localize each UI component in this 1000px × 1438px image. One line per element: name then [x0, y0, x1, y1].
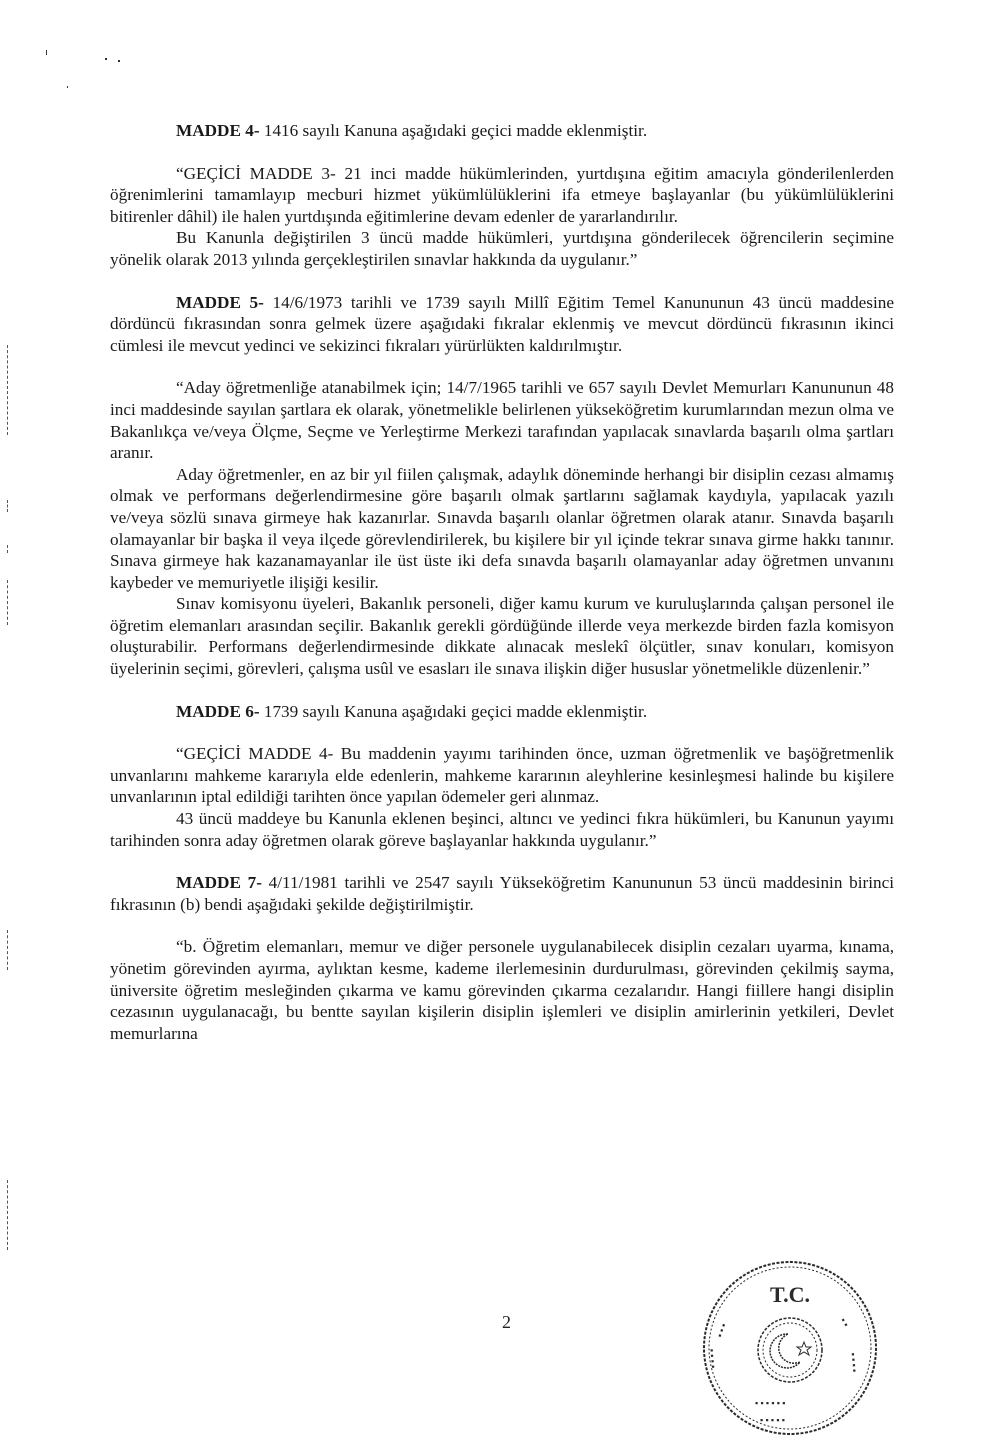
scan-speck — [105, 58, 107, 60]
article-madde-7 — [110, 872, 894, 915]
paragraph-gecici-madde-3: “GEÇİCİ MADDE 3- 21 inci madde hükümlerinden, yurtdışına eğitim amacıyla gönderilenlerden öğrenimlerini tamamlayıp mecburi hizmet yükümlülüklerini ifa etmeye başlayanlar (bu yükümlülüklerini bitirenler dâhil) ile halen yurtdışında eğitimlerine devam edenler de yararlandırılır. — [110, 163, 894, 226]
article-madde-5 — [110, 292, 894, 357]
scan-speck — [46, 50, 47, 55]
paragraph-sinav-komisyonu: Sınav komisyonu üyeleri, Bakanlık personeli, diğer kamu kurum ve kuruluşlarında çalışan personel ile öğretim elemanları arasından seçilir. Bakanlık gerekli gördüğünde illerde veya merkezde birden fazla komisyon oluşturabilir. Performans değerlendirmesinde dikkate alınacak meslekî ölçütler, sınav konuları, komisyon üyelerinin seçimi, görevleri, çalışma usûl ve esasları ile sınava ilişkin diğer hususlar yönetmelikle düzenlenir.” — [110, 594, 894, 679]
document-body — [110, 120, 894, 1044]
margin-scan-line — [7, 580, 9, 625]
margin-scan-line — [7, 500, 9, 512]
paragraph-gecici-madde-4: “GEÇİCİ MADDE 4- Bu maddenin yayımı tarihinden önce, uzman öğretmenlik ve başöğretmenlik unvanlarını mahkeme kararıyla elde edenlerin, mahkeme kararının aleyhlerine kesinleşmesi halinde bu kişilere unvanlarının iptal edildiği tarihten önce yapılan ödemeler geri alınmaz. — [110, 744, 894, 807]
paragraph-gecici-madde-3-cont: Bu Kanunla değiştirilen 3 üncü madde hükümleri, yurtdışına gönderilecek öğrencilerin seçimine yönelik olarak 2013 yılında gerçekleştirilen sınavlar hakkında da uygulanır.” — [110, 228, 894, 269]
svg-text:▪ ▪ ▪ ▪: ▪ ▪ ▪ ▪ — [848, 1352, 860, 1373]
article-text: 1739 sayılı Kanuna aşağıdaki geçici madde eklenmiştir. — [259, 701, 648, 721]
svg-text:▪ ▪ ▪ ▪: ▪ ▪ ▪ ▪ — [706, 1348, 718, 1369]
paragraph-bent-b: “b. Öğretim elemanları, memur ve diğer personele uygulanabilecek disiplin cezaları uyarma, kınama, yönetim görevinden ayırma, aylıktan kesme, kademe ilerlemesinin durdurulması, görevinden çekilmiş sayma, üniversite öğretim mesleğinden çıkarma ve kamu görevinden çıkarma cezalarıdır. Hangi fiillere hangi disiplin cezasının uygulanacağı, bu bentte sayılan kişilerin disiplin işlemleri ve disiplin amirlerinin yetkileri, Devlet memurlarına — [110, 937, 894, 1043]
article-text: 1416 sayılı Kanuna aşağıdaki geçici madde eklenmiştir. — [259, 121, 648, 140]
crescent-star-icon — [770, 1334, 811, 1368]
official-seal — [700, 1258, 880, 1438]
paragraph-aday-ogretmenlik: “Aday öğretmenliğe atanabilmek için; 14/7/1965 tarihli ve 657 sayılı Devlet Memurları Kanununun 48 inci maddesinde sayılan şartlara ek olarak, yönetmelikle belirlenen yükseköğretim kurumlarından mezun olma ve Bakanlıkça ve/veya Ölçme, Seçme ve Yerleştirme Merkezi tarafından yapılacak sınavlarda başarılı olma şartları aranır. — [110, 378, 894, 463]
margin-scan-line — [7, 545, 9, 553]
article-heading: MADDE 5- — [176, 292, 264, 312]
article-madde-6 — [110, 701, 894, 723]
article-madde-4 — [110, 120, 894, 142]
page-number: 2 — [502, 1312, 511, 1332]
article-heading: MADDE 7- — [176, 873, 262, 893]
seal-ring-lettering — [706, 1316, 859, 1425]
paragraph-aday-ogretmenler: Aday öğretmenler, en az bir yıl fiilen çalışmak, adaylık döneminde herhangi bir disiplin cezası almamış olmak ve performans değerlendirmesine göre başarılı olmak şartlarını sağlamak kaydıyla, yapılacak yazılı ve/veya sözlü sınava girmeye hak kazanırlar. Sınavda başarılı olanlar öğretmen olarak atanır. Sınavda başarılı olamayanlar bir başka il veya ilçede görevlendirilerek, bu kişilere bir yıl içinde tekrar sınava girme hakkı tanınır. Sınava girmeye hak kazanamayanlar ile üst üste iki defa sınavda başarılı olamayanlar aday öğretmen unvanını kaybeder ve memuriyetle ilişiği kesilir. — [110, 464, 894, 592]
scan-speck — [118, 60, 120, 62]
article-text: 4/11/1981 tarihli ve 2547 sayılı Yükseköğretim Kanununun 53 üncü maddesinin birinci fıkrasının (b) bendi aşağıdaki şekilde değiştirilmiştir. — [110, 873, 894, 914]
article-heading: MADDE 6- — [176, 701, 260, 721]
svg-text:▪ ▪ ▪ ▪ ▪ ▪: ▪ ▪ ▪ ▪ ▪ ▪ — [755, 1398, 786, 1408]
article-heading: MADDE 4- — [176, 121, 260, 140]
margin-scan-line — [7, 345, 9, 435]
svg-text:▪ ▪ ▪ ▪ ▪: ▪ ▪ ▪ ▪ ▪ — [760, 1415, 785, 1425]
margin-scan-line — [7, 1180, 9, 1250]
paragraph-gecici-madde-4-cont: 43 üncü maddeye bu Kanunla eklenen beşinci, altıncı ve yedinci fıkra hükümleri, bu Kanunun yayımı tarihinden sonra aday öğretmen olarak göreve başlayanlar hakkında uygulanır.” — [110, 809, 894, 850]
svg-text:▪ ▪ ▪: ▪ ▪ ▪ — [714, 1322, 729, 1339]
article-text: 14/6/1973 tarihli ve 1739 sayılı Millî Eğitim Temel Kanununun 43 üncü maddesine dördüncü fıkrasından sonra gelmek üzere aşağıdaki fıkralar eklenmiş ve mevcut dördüncü fıkrasının ikinci cümlesi ile mevcut yedinci ve sekizinci fıkraları yürürlükten kaldırılmıştır. — [110, 292, 894, 355]
margin-scan-line — [7, 930, 9, 970]
scan-speck — [67, 86, 68, 88]
seal-label: T.C. — [770, 1282, 810, 1307]
svg-text:▪ ▪: ▪ ▪ — [838, 1316, 852, 1329]
